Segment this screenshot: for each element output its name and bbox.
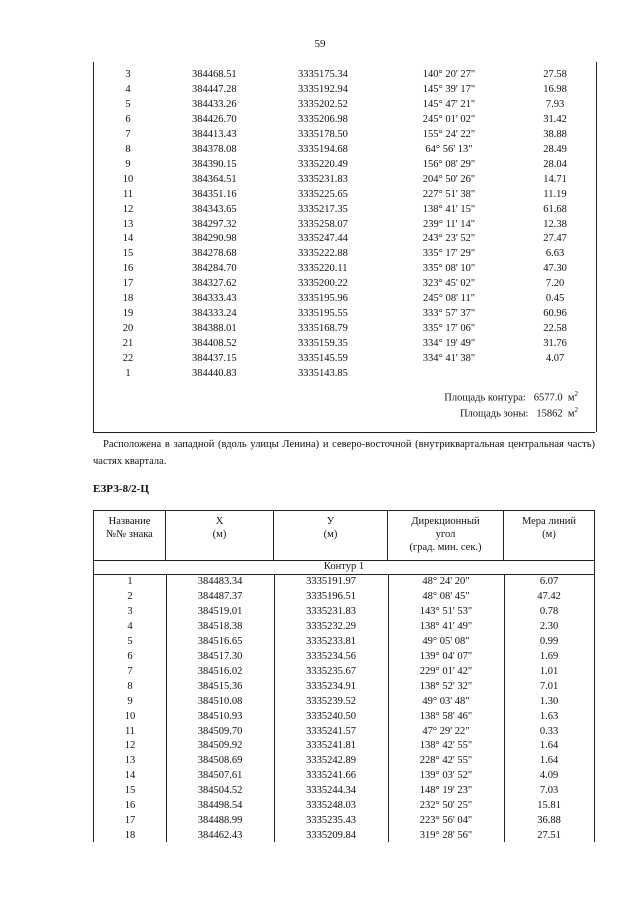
y-coordinate: 3335196.51 [306, 590, 356, 602]
header-text: Название [108, 516, 151, 527]
table-row [94, 321, 596, 336]
area-unit-power: 2 [574, 406, 578, 414]
line-length: 27.47 [543, 233, 567, 245]
table-row [94, 634, 594, 649]
direction-angle: 319° 28' 56" [419, 830, 473, 842]
y-coordinate: 3335194.68 [298, 143, 348, 155]
table-row [94, 604, 594, 619]
zone-area [460, 406, 578, 420]
x-coordinate: 384504.52 [197, 785, 243, 797]
coordinates-table-continued [93, 62, 597, 432]
direction-angle: 335° 17' 29" [422, 248, 476, 260]
point-number: 11 [124, 725, 136, 737]
direction-angle: 138° 41' 49" [419, 620, 473, 632]
point-number: 3 [125, 69, 131, 80]
direction-angle: 138° 42' 55" [419, 740, 473, 752]
line-length: 31.76 [543, 338, 567, 350]
y-coordinate: 3335234.56 [306, 650, 356, 662]
direction-angle: 48° 08' 45" [422, 590, 470, 602]
table-row [94, 291, 596, 306]
x-coordinate: 384390.15 [192, 158, 237, 170]
x-coordinate: 384333.24 [192, 308, 237, 320]
line-length: 7.01 [539, 680, 559, 692]
x-coordinate: 384510.08 [197, 695, 243, 707]
direction-angle: 139° 04' 07" [419, 650, 473, 662]
direction-angle: 145° 47' 21" [422, 98, 476, 110]
point-number: 15 [124, 785, 136, 797]
line-length: 15.81 [537, 800, 561, 812]
point-number: 18 [122, 293, 134, 305]
line-length: 38.88 [543, 128, 567, 140]
table-row [94, 127, 596, 142]
y-coordinate: 3335258.07 [298, 218, 348, 230]
y-coordinate: 3335143.85 [298, 368, 348, 379]
y-coordinate: 3335168.79 [298, 323, 348, 335]
line-length: 1.64 [539, 740, 559, 752]
x-coordinate: 384488.99 [197, 815, 243, 827]
table-row [94, 306, 596, 321]
direction-angle: 145° 39' 17" [422, 83, 476, 95]
line-length: 47.42 [537, 590, 561, 602]
x-coordinate: 384518.38 [197, 620, 243, 632]
table-row [94, 753, 594, 768]
table-row [94, 231, 596, 246]
header-angle [388, 511, 504, 560]
line-length: 4.07 [545, 353, 565, 365]
direction-angle: 155° 24' 22" [422, 128, 476, 140]
line-length: 12.38 [543, 218, 567, 230]
direction-angle: 49° 03' 48" [422, 695, 470, 707]
table-row [94, 813, 594, 828]
line-length: 14.71 [543, 173, 567, 185]
y-coordinate: 3335248.03 [306, 800, 356, 812]
point-number: 14 [124, 770, 136, 782]
line-length: 7.20 [545, 278, 565, 290]
x-coordinate: 384284.70 [192, 263, 237, 275]
y-coordinate: 3335175.34 [298, 69, 348, 80]
table-row [94, 694, 594, 709]
x-coordinate: 384351.16 [192, 188, 237, 200]
line-length: 28.49 [543, 143, 567, 155]
direction-angle: 334° 41' 38" [422, 353, 476, 365]
table-row [94, 664, 594, 679]
direction-angle: 229° 01' 42" [419, 665, 473, 677]
y-coordinate: 3335232.29 [306, 620, 356, 632]
y-coordinate: 3335192.94 [298, 83, 348, 95]
y-coordinate: 3335159.35 [298, 338, 348, 350]
contour-area [444, 390, 578, 404]
table-row [94, 351, 596, 366]
direction-angle: 138° 52' 32" [419, 680, 473, 692]
direction-angle: 139° 03' 52" [419, 770, 473, 782]
table-row [94, 217, 596, 232]
x-coordinate: 384437.15 [192, 353, 237, 365]
table-header [94, 511, 594, 561]
table-row [94, 366, 596, 381]
point-number: 16 [122, 263, 134, 275]
x-coordinate: 384278.68 [192, 248, 237, 260]
coordinates-table [93, 510, 595, 842]
point-number: 1 [127, 576, 133, 587]
x-coordinate: 384515.36 [197, 680, 243, 692]
table-row [94, 246, 596, 261]
y-coordinate: 3335231.83 [298, 173, 348, 185]
header-text: (м) [323, 529, 338, 540]
y-coordinate: 3335233.81 [306, 635, 356, 647]
table-row [94, 709, 594, 724]
table-row [94, 276, 596, 291]
line-length: 6.07 [539, 576, 559, 587]
direction-angle: 227° 51' 38" [422, 188, 476, 200]
x-coordinate: 384509.92 [197, 740, 243, 752]
line-length: 22.58 [543, 323, 567, 335]
direction-angle: 323° 45' 02" [422, 278, 476, 290]
x-coordinate: 384510.93 [197, 710, 243, 722]
y-coordinate: 3335235.67 [306, 665, 356, 677]
x-coordinate: 384487.37 [197, 590, 243, 602]
point-number: 13 [122, 218, 134, 230]
section-title: ЕЗРЗ-8/2-Ц [93, 483, 149, 495]
line-length: 27.51 [537, 830, 561, 842]
point-number: 6 [125, 113, 131, 125]
point-number: 1 [125, 368, 131, 379]
y-coordinate: 3335195.55 [298, 308, 348, 320]
line-length: 27.58 [543, 69, 567, 80]
x-coordinate: 384498.54 [197, 800, 243, 812]
direction-angle: 138° 41' 15" [422, 203, 476, 215]
table-row [94, 589, 594, 604]
y-coordinate: 3335206.98 [298, 113, 348, 125]
direction-angle: 138° 58' 46" [419, 710, 473, 722]
location-description [93, 432, 595, 471]
table-row [94, 574, 594, 589]
line-length: 0.33 [539, 725, 559, 737]
y-coordinate: 3335178.50 [298, 128, 348, 140]
area-unit: м [567, 392, 575, 404]
line-length: 0.45 [545, 293, 565, 305]
y-coordinate: 3335222.88 [298, 248, 348, 260]
table-row [94, 187, 596, 202]
x-coordinate: 384408.52 [192, 338, 237, 350]
point-number: 3 [127, 605, 133, 617]
line-length: 2.30 [539, 620, 559, 632]
area-unit: м [567, 408, 575, 420]
point-number: 17 [122, 278, 134, 290]
table-row [94, 67, 596, 82]
contour-area-value: 6577.0 [533, 392, 563, 404]
direction-angle: 243° 23' 52" [422, 233, 476, 245]
line-length: 60.96 [543, 308, 567, 320]
point-number: 17 [124, 815, 136, 827]
table-row [94, 172, 596, 187]
header-text: У [326, 516, 335, 527]
line-length: 1.01 [539, 665, 559, 677]
x-coordinate: 384440.83 [192, 368, 237, 379]
y-coordinate: 3335209.84 [306, 830, 356, 842]
y-coordinate: 3335191.97 [306, 576, 356, 587]
point-number: 8 [125, 143, 131, 155]
page-number: 59 [314, 38, 326, 50]
zone-area-value: 15862 [536, 408, 563, 420]
direction-angle: 334° 19' 49" [422, 338, 476, 350]
table-row [94, 798, 594, 813]
direction-angle: 333° 57' 37" [422, 308, 476, 320]
line-length: 28.04 [543, 158, 567, 170]
table-row [94, 157, 596, 172]
x-coordinate: 384378.08 [192, 143, 237, 155]
line-length: 31.42 [543, 113, 567, 125]
y-coordinate: 3335244.34 [306, 785, 356, 797]
y-coordinate: 3335220.49 [298, 158, 348, 170]
header-point-name [94, 511, 166, 560]
header-text: Мера линий [521, 516, 577, 527]
header-text: (м) [212, 529, 227, 540]
y-coordinate: 3335239.52 [306, 695, 356, 707]
direction-angle: 140° 20' 27" [422, 69, 476, 80]
line-length: 0.99 [539, 635, 559, 647]
area-unit-power: 2 [574, 390, 578, 398]
table-row [94, 112, 596, 127]
direction-angle: 204° 50' 26" [422, 173, 476, 185]
point-number: 12 [122, 203, 134, 215]
point-number: 14 [122, 233, 134, 245]
point-number: 11 [122, 188, 134, 200]
point-number: 4 [125, 83, 131, 95]
line-length: 4.09 [539, 770, 559, 782]
table-row [94, 336, 596, 351]
point-number: 9 [127, 695, 133, 707]
direction-angle: 47° 29' 22" [422, 725, 470, 737]
y-coordinate: 3335202.52 [298, 98, 348, 110]
direction-angle: 48° 24' 20" [422, 576, 470, 587]
y-coordinate: 3335220.11 [298, 263, 348, 275]
direction-angle: 245° 01' 02" [422, 113, 476, 125]
x-coordinate: 384343.65 [192, 203, 237, 215]
point-number: 22 [122, 353, 134, 365]
x-coordinate: 384519.01 [197, 605, 243, 617]
point-number: 7 [125, 128, 131, 140]
header-text: X [215, 516, 224, 527]
point-number: 15 [122, 248, 134, 260]
line-length: 0.78 [539, 605, 559, 617]
point-number: 13 [124, 755, 136, 767]
y-coordinate: 3335241.57 [306, 725, 356, 737]
header-x [166, 511, 274, 560]
line-length: 16.98 [543, 83, 567, 95]
contour-area-label: Площадь контура: [444, 392, 526, 404]
header-text: угол [435, 529, 456, 540]
header-text: Дирекционный [411, 516, 480, 527]
x-coordinate: 384516.02 [197, 665, 243, 677]
table-row [94, 82, 596, 97]
direction-angle: 232° 50' 25" [419, 800, 473, 812]
zone-area-label: Площадь зоны: [459, 408, 529, 420]
direction-angle: 228° 42' 55" [419, 755, 473, 767]
table-row [94, 783, 594, 798]
header-text: (град. мин. сек.) [409, 542, 482, 553]
x-coordinate: 384507.61 [197, 770, 243, 782]
x-coordinate: 384333.43 [192, 293, 237, 305]
direction-angle: 148° 19' 23" [419, 785, 473, 797]
line-length: 1.63 [539, 710, 559, 722]
line-length: 47.30 [543, 263, 567, 275]
x-coordinate: 384483.34 [197, 576, 243, 587]
point-number: 7 [127, 665, 133, 677]
x-coordinate: 384447.28 [192, 83, 237, 95]
point-number: 12 [124, 740, 136, 752]
y-coordinate: 3335231.83 [306, 605, 356, 617]
direction-angle: 156° 08' 29" [422, 158, 476, 170]
y-coordinate: 3335234.91 [306, 680, 356, 692]
table-row [94, 142, 596, 157]
y-coordinate: 3335235.43 [306, 815, 356, 827]
x-coordinate: 384290.98 [192, 233, 237, 245]
x-coordinate: 384462.43 [197, 830, 243, 842]
direction-angle: 335° 17' 06" [422, 323, 476, 335]
y-coordinate: 3335241.81 [306, 740, 356, 752]
x-coordinate: 384508.69 [197, 755, 243, 767]
contour-label: Контур 1 [94, 560, 594, 575]
header-text: (м) [542, 529, 556, 540]
point-number: 8 [127, 680, 133, 692]
y-coordinate: 3335145.59 [298, 353, 348, 365]
x-coordinate: 384426.70 [192, 113, 237, 125]
x-coordinate: 384433.26 [192, 98, 237, 110]
y-coordinate: 3335217.35 [298, 203, 348, 215]
table-row [94, 724, 594, 739]
direction-angle: 335° 08' 10" [422, 263, 476, 275]
table-row [94, 619, 594, 634]
line-length: 36.88 [537, 815, 561, 827]
direction-angle: 143° 51' 53" [419, 605, 473, 617]
direction-angle: 245° 08' 11" [423, 293, 475, 305]
table-row [94, 768, 594, 783]
line-length: 6.63 [545, 248, 565, 260]
x-coordinate: 384509.70 [197, 725, 243, 737]
header-length [504, 511, 594, 560]
point-number: 19 [122, 308, 134, 320]
table-row [94, 828, 594, 843]
x-coordinate: 384297.32 [192, 218, 237, 230]
point-number: 16 [124, 800, 136, 812]
table-row [94, 649, 594, 664]
point-number: 4 [127, 620, 133, 632]
y-coordinate: 3335200.22 [298, 278, 348, 290]
point-number: 10 [124, 710, 136, 722]
header-y [274, 511, 388, 560]
y-coordinate: 3335242.89 [306, 755, 356, 767]
header-text: №№ знака [106, 529, 153, 540]
point-number: 10 [122, 173, 134, 185]
line-length: 11.19 [543, 188, 567, 200]
y-coordinate: 3335241.66 [306, 770, 356, 782]
line-length: 61.68 [543, 203, 567, 215]
point-number: 2 [127, 590, 133, 602]
direction-angle: 64° 56' 13" [425, 143, 473, 155]
x-coordinate: 384468.51 [192, 69, 237, 80]
y-coordinate: 3335225.65 [298, 188, 348, 200]
table-row [94, 261, 596, 276]
x-coordinate: 384388.01 [192, 323, 237, 335]
direction-angle: 239° 11' 14" [423, 218, 475, 230]
point-number: 18 [124, 830, 136, 842]
x-coordinate: 384364.51 [192, 173, 237, 185]
table-row [94, 97, 596, 112]
x-coordinate: 384413.43 [192, 128, 237, 140]
direction-angle: 49° 05' 08" [422, 635, 470, 647]
line-length: 1.69 [539, 650, 559, 662]
point-number: 21 [122, 338, 134, 350]
y-coordinate: 3335195.96 [298, 293, 348, 305]
x-coordinate: 384516.65 [197, 635, 243, 647]
description-text: Расположена в западной (вдоль улицы Ленина) и северо-восточной (внутриквартальная центральная часть) частях квартала. [93, 439, 595, 467]
line-length: 1.30 [539, 695, 559, 707]
point-number: 20 [122, 323, 134, 335]
line-length: 7.03 [539, 785, 559, 797]
y-coordinate: 3335247.44 [298, 233, 348, 245]
x-coordinate: 384327.62 [192, 278, 237, 290]
y-coordinate: 3335240.50 [306, 710, 356, 722]
point-number: 6 [127, 650, 133, 662]
point-number: 5 [127, 635, 133, 647]
point-number: 5 [125, 98, 131, 110]
table-row [94, 679, 594, 694]
table-row [94, 202, 596, 217]
point-number: 9 [125, 158, 131, 170]
table-row [94, 738, 594, 753]
direction-angle: 223° 56' 04" [419, 815, 473, 827]
line-length: 1.64 [539, 755, 559, 767]
x-coordinate: 384517.30 [197, 650, 243, 662]
line-length: 7.93 [545, 98, 565, 110]
